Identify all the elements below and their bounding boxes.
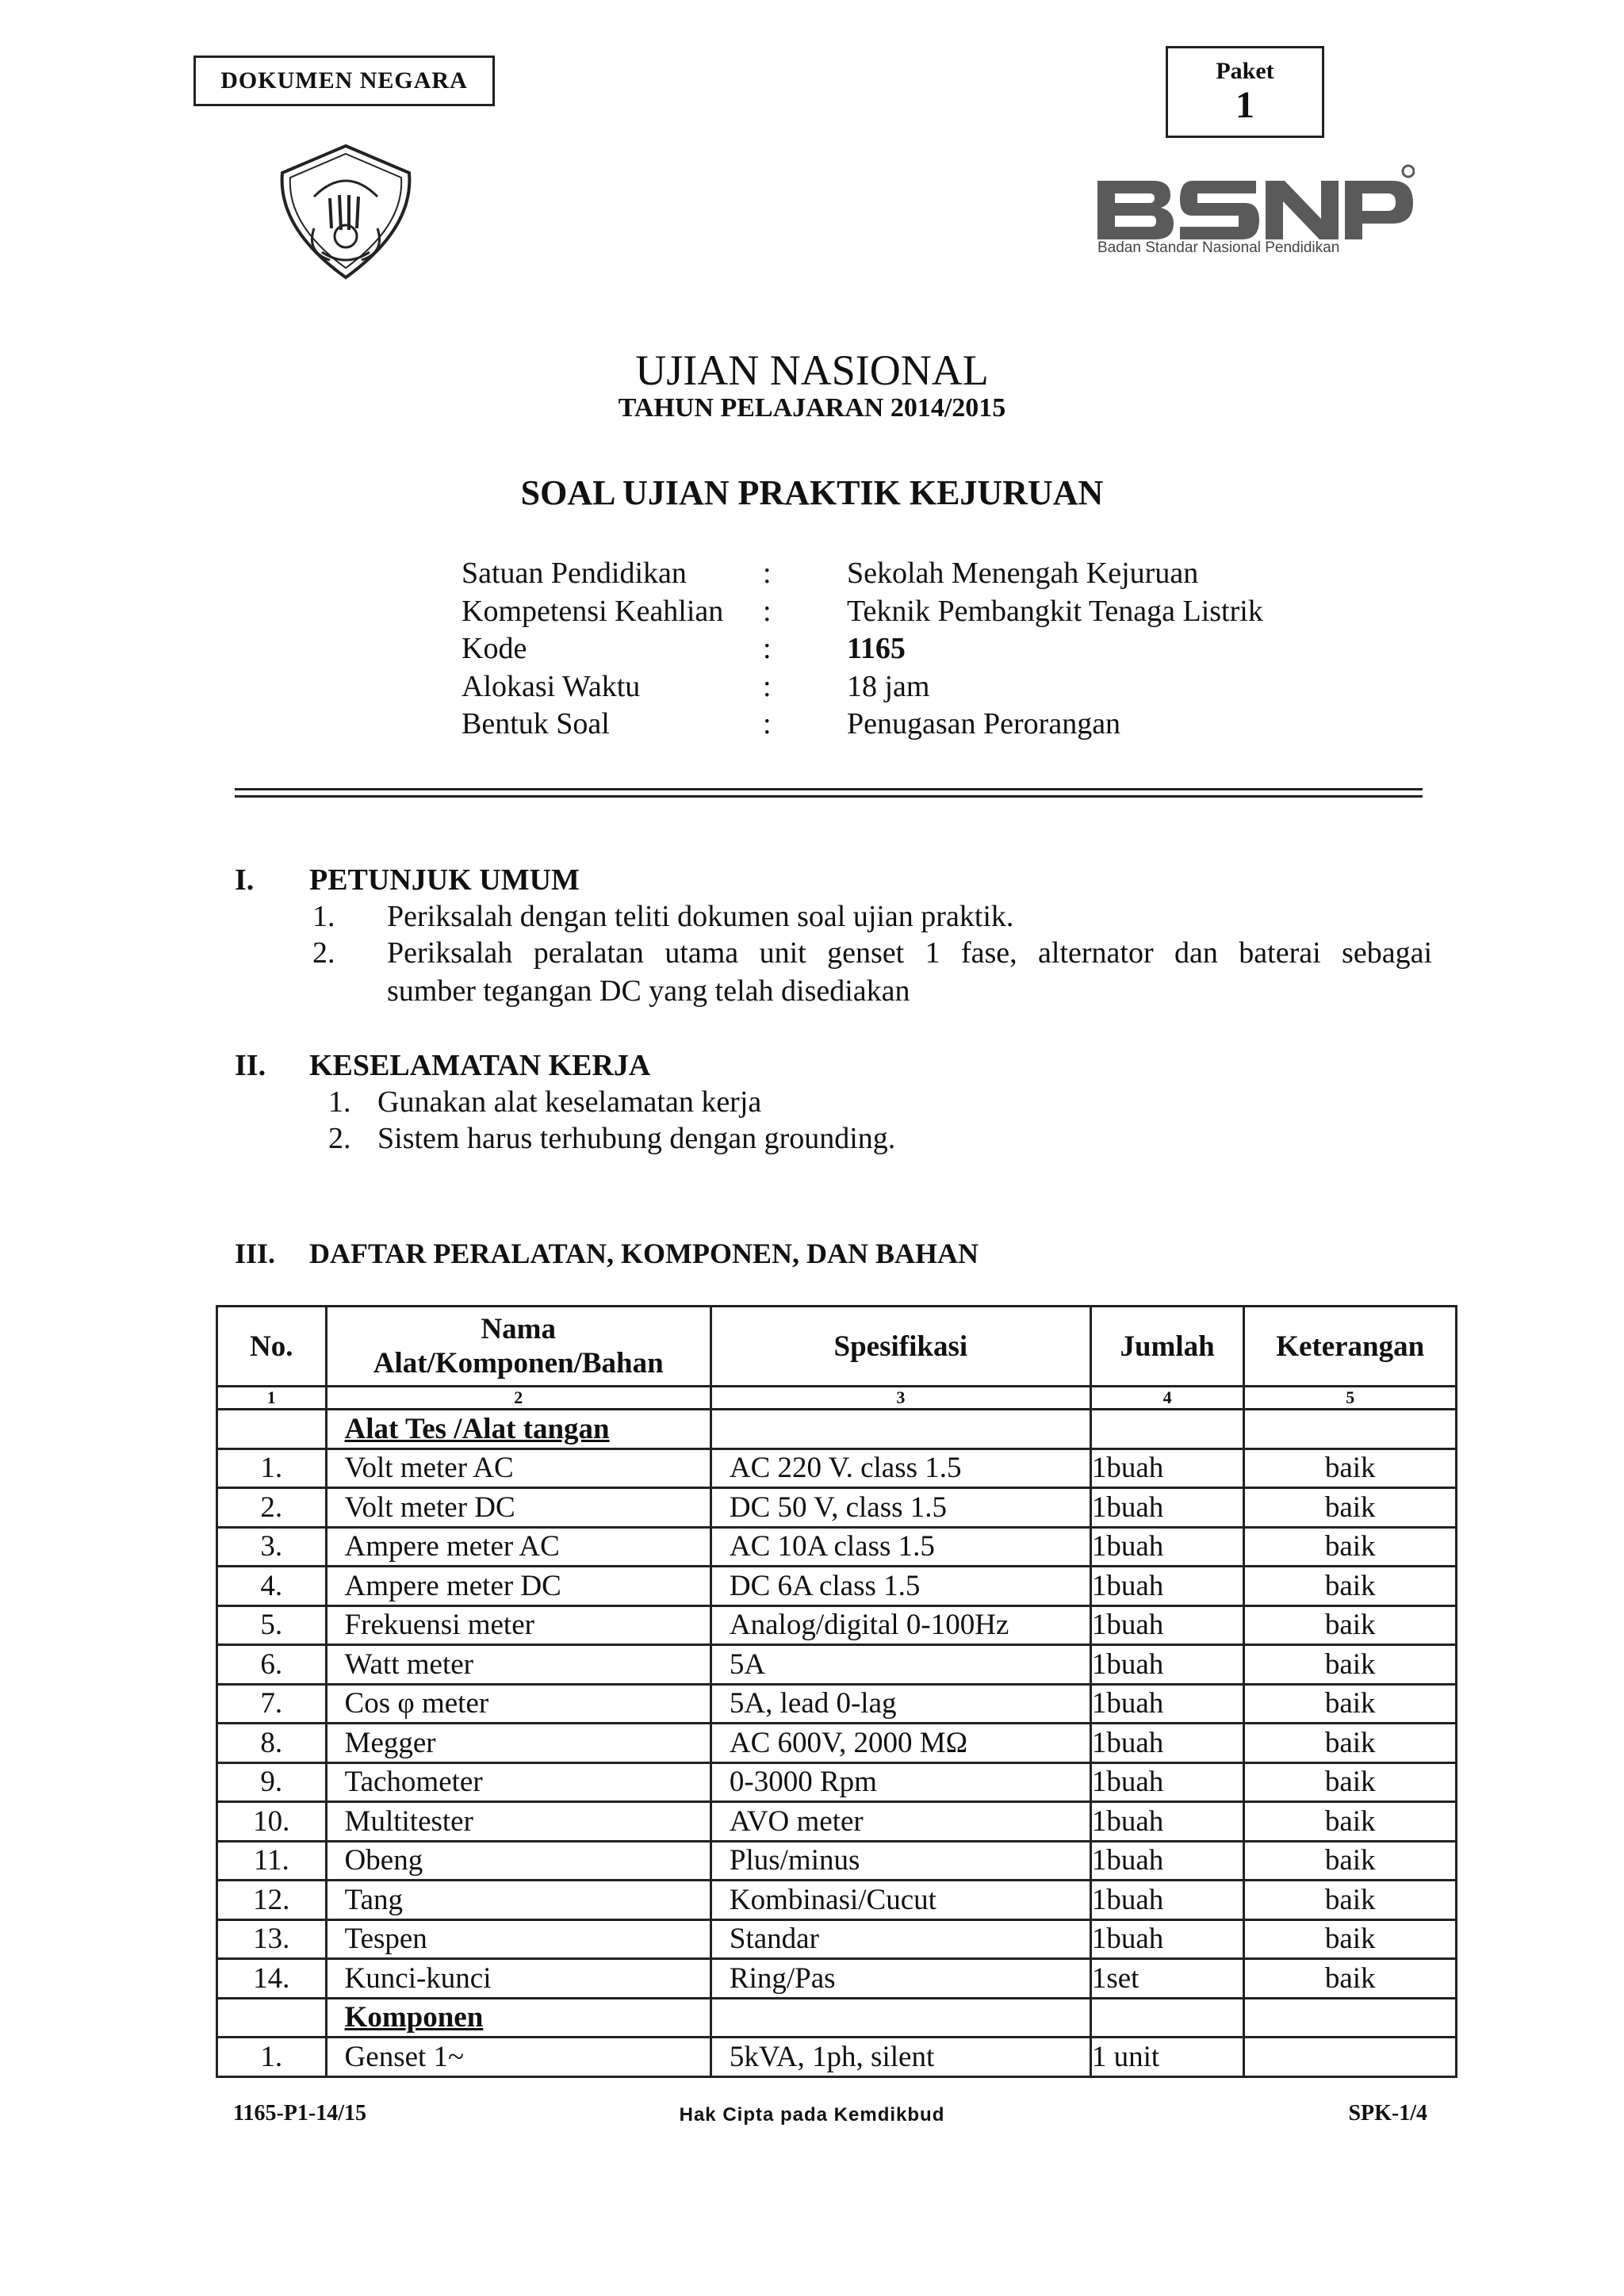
row-spec: AC 600V, 2000 MΩ xyxy=(710,1724,1090,1763)
section-1-item-text-continued: sumber tegangan DC yang telah disediakan xyxy=(387,974,910,1008)
column-index: 3 xyxy=(710,1387,1090,1410)
exam-subtitle: SOAL UJIAN PRAKTIK KEJURUAN xyxy=(520,473,1104,512)
row-name: Watt meter xyxy=(326,1645,710,1685)
tool-rows xyxy=(217,1448,1457,1998)
row-number: 12. xyxy=(217,1881,327,1920)
row-quantity: 1buah xyxy=(1090,1919,1244,1959)
section-1-item-text: Periksalah dengan teliti dokumen soal ujian praktik. xyxy=(387,900,1014,933)
section-2-item-text: Sistem harus terhubung dengan grounding. xyxy=(377,1122,896,1155)
row-quantity: 1buah xyxy=(1090,1567,1244,1606)
section-1-item-number: 1. xyxy=(312,900,335,933)
meta-value: Teknik Pembangkit Tenaga Listrik xyxy=(847,594,1263,628)
row-condition: baik xyxy=(1244,1841,1457,1881)
row-number: 1. xyxy=(217,2038,327,2077)
row-spec: Plus/minus xyxy=(710,1841,1090,1881)
row-condition: baik xyxy=(1244,1959,1457,1999)
meta-colon: : xyxy=(763,594,772,628)
row-quantity: 1buah xyxy=(1090,1527,1244,1567)
row-condition: baik xyxy=(1244,1448,1457,1488)
section-3-number: III. xyxy=(235,1238,276,1269)
tut-wuri-handayani-logo xyxy=(274,141,417,282)
header-spesifikasi: Spesifikasi xyxy=(710,1307,1090,1387)
row-quantity: 1buah xyxy=(1090,1881,1244,1920)
meta-key: Kode xyxy=(462,632,527,665)
row-quantity: 1buah xyxy=(1090,1762,1244,1802)
paket-box xyxy=(1166,46,1324,138)
row-name: Volt meter DC xyxy=(326,1488,710,1528)
row-number: 1. xyxy=(217,1448,327,1488)
row-condition: baik xyxy=(1244,1724,1457,1763)
divider-top xyxy=(235,788,1423,790)
meta-row xyxy=(462,555,1263,593)
section-1-item-number: 2. xyxy=(312,936,335,970)
section-2-title: KESELAMATAN KERJA xyxy=(309,1049,651,1082)
row-condition: baik xyxy=(1244,1645,1457,1685)
group-title-komponen: Komponen xyxy=(326,1998,710,2038)
table-row xyxy=(217,1802,1457,1842)
row-spec: 5A, lead 0-lag xyxy=(710,1684,1090,1724)
table-row xyxy=(217,1488,1457,1528)
meta-value: 18 jam xyxy=(847,669,930,703)
row-number: 3. xyxy=(217,1527,327,1567)
header-keterangan: Keterangan xyxy=(1244,1307,1457,1387)
meta-key: Bentuk Soal xyxy=(462,707,610,740)
meta-key: Satuan Pendidikan xyxy=(462,557,687,590)
row-name: Tespen xyxy=(326,1919,710,1959)
row-spec: 0-3000 Rpm xyxy=(710,1762,1090,1802)
row-spec: AC 10A class 1.5 xyxy=(710,1527,1090,1567)
row-name: Ampere meter AC xyxy=(326,1527,710,1567)
exam-meta xyxy=(462,555,1263,744)
bsnp-tagline: Badan Standar Nasional Pendidikan xyxy=(1097,239,1340,256)
row-number: 8. xyxy=(217,1724,327,1763)
meta-value: Sekolah Menengah Kejuruan xyxy=(847,557,1199,590)
row-quantity: 1buah xyxy=(1090,1645,1244,1685)
table-row xyxy=(217,1959,1457,1999)
row-name: Tachometer xyxy=(326,1762,710,1802)
row-quantity: 1set xyxy=(1090,1959,1244,1999)
row-name: Frekuensi meter xyxy=(326,1605,710,1645)
meta-row xyxy=(462,668,1263,706)
table-row xyxy=(217,2038,1457,2077)
row-condition: baik xyxy=(1244,1802,1457,1842)
meta-row xyxy=(462,593,1263,631)
footer-code: 1165-P1-14/15 xyxy=(233,2101,366,2126)
row-number: 2. xyxy=(217,1488,327,1528)
row-condition: baik xyxy=(1244,1605,1457,1645)
paket-label: Paket xyxy=(1216,58,1274,84)
row-name: Multitester xyxy=(326,1802,710,1842)
meta-colon: : xyxy=(763,669,772,703)
meta-row xyxy=(462,706,1263,744)
row-name: Cos φ meter xyxy=(326,1684,710,1724)
exam-title: UJIAN NASIONAL xyxy=(635,346,989,394)
table-row xyxy=(217,1841,1457,1881)
meta-value: Penugasan Perorangan xyxy=(847,707,1121,740)
row-condition: baik xyxy=(1244,1919,1457,1959)
meta-value-code: 1165 xyxy=(847,632,906,665)
row-number: 7. xyxy=(217,1684,327,1724)
row-number: 9. xyxy=(217,1762,327,1802)
meta-colon: : xyxy=(763,707,772,740)
row-quantity: 1buah xyxy=(1090,1684,1244,1724)
column-index: 4 xyxy=(1090,1387,1244,1410)
divider-bottom xyxy=(235,795,1423,798)
row-name: Megger xyxy=(326,1724,710,1763)
table-row xyxy=(217,1448,1457,1488)
section-2-item-number: 1. xyxy=(328,1085,351,1119)
header-nama-line1: Nama xyxy=(481,1313,556,1345)
header-no: No. xyxy=(217,1307,327,1387)
row-spec: AC 220 V. class 1.5 xyxy=(710,1448,1090,1488)
row-quantity: 1buah xyxy=(1090,1488,1244,1528)
row-name: Kunci-kunci xyxy=(326,1959,710,1999)
section-2-item-number: 2. xyxy=(328,1122,351,1155)
header-nama xyxy=(326,1307,710,1387)
row-number: 5. xyxy=(217,1605,327,1645)
row-condition: baik xyxy=(1244,1567,1457,1606)
column-index: 1 xyxy=(217,1387,327,1410)
meta-colon: : xyxy=(763,557,772,590)
meta-row xyxy=(462,630,1263,668)
paket-number: 1 xyxy=(1235,84,1254,126)
section-2-number: II. xyxy=(235,1049,266,1082)
row-spec: Analog/digital 0-100Hz xyxy=(710,1605,1090,1645)
row-number: 11. xyxy=(217,1841,327,1881)
table-row xyxy=(217,1724,1457,1763)
table-row xyxy=(217,1762,1457,1802)
row-name: Genset 1~ xyxy=(326,2038,710,2077)
row-condition: baik xyxy=(1244,1684,1457,1724)
row-spec: DC 6A class 1.5 xyxy=(710,1567,1090,1606)
footer-page: SPK-1/4 xyxy=(1348,2101,1427,2126)
document-classification-label: DOKUMEN NEGARA xyxy=(220,67,468,94)
column-index: 2 xyxy=(326,1387,710,1410)
footer-copyright: Hak Cipta pada Kemdikbud xyxy=(679,2104,945,2126)
row-quantity: 1buah xyxy=(1090,1448,1244,1488)
row-quantity: 1buah xyxy=(1090,1841,1244,1881)
row-number: 4. xyxy=(217,1567,327,1606)
row-number: 6. xyxy=(217,1645,327,1685)
header-jumlah: Jumlah xyxy=(1090,1307,1244,1387)
row-spec: Ring/Pas xyxy=(710,1959,1090,1999)
row-number: 14. xyxy=(217,1959,327,1999)
column-index: 5 xyxy=(1244,1387,1457,1410)
component-rows xyxy=(217,2038,1457,2077)
row-condition xyxy=(1244,2038,1457,2077)
row-condition: baik xyxy=(1244,1527,1457,1567)
row-name: Ampere meter DC xyxy=(326,1567,710,1606)
row-spec: Standar xyxy=(710,1919,1090,1959)
group-row xyxy=(217,1410,1457,1449)
row-quantity: 1buah xyxy=(1090,1724,1244,1763)
header-nama-line2: Alat/Komponen/Bahan xyxy=(373,1347,664,1380)
section-1-number: I. xyxy=(235,863,255,897)
table-header-row xyxy=(217,1307,1457,1387)
meta-key: Kompetensi Keahlian xyxy=(462,594,724,628)
table-row xyxy=(217,1919,1457,1959)
table-row xyxy=(217,1605,1457,1645)
table-row xyxy=(217,1567,1457,1606)
section-1-item-text: Periksalah peralatan utama unit genset 1 fase, alternator dan baterai sebagai xyxy=(387,936,1432,970)
row-spec: Kombinasi/Cucut xyxy=(710,1881,1090,1920)
row-number: 13. xyxy=(217,1919,327,1959)
table-row xyxy=(217,1645,1457,1685)
row-name: Tang xyxy=(326,1881,710,1920)
table-row xyxy=(217,1527,1457,1567)
row-quantity: 1 unit xyxy=(1090,2038,1244,2077)
group-title-alat: Alat Tes /Alat tangan xyxy=(326,1410,710,1449)
meta-key: Alokasi Waktu xyxy=(462,669,641,703)
row-spec: 5kVA, 1ph, silent xyxy=(710,2038,1090,2077)
row-condition: baik xyxy=(1244,1762,1457,1802)
document-classification-box xyxy=(193,55,495,106)
column-index-row xyxy=(217,1387,1457,1410)
table-row xyxy=(217,1881,1457,1920)
section-3-title: DAFTAR PERALATAN, KOMPONEN, DAN BAHAN xyxy=(309,1238,979,1269)
row-spec: AVO meter xyxy=(710,1802,1090,1842)
section-2-item-text: Gunakan alat keselamatan kerja xyxy=(377,1085,762,1119)
row-condition: baik xyxy=(1244,1881,1457,1920)
academic-year: TAHUN PELAJARAN 2014/2015 xyxy=(618,393,1006,423)
row-name: Obeng xyxy=(326,1841,710,1881)
section-1-title: PETUNJUK UMUM xyxy=(309,863,580,897)
row-name: Volt meter AC xyxy=(326,1448,710,1488)
row-spec: 5A xyxy=(710,1645,1090,1685)
meta-colon: : xyxy=(763,632,772,665)
row-quantity: 1buah xyxy=(1090,1802,1244,1842)
row-spec: DC 50 V, class 1.5 xyxy=(710,1488,1090,1528)
table-row xyxy=(217,1684,1457,1724)
row-number: 10. xyxy=(217,1802,327,1842)
row-condition: baik xyxy=(1244,1488,1457,1528)
equipment-table xyxy=(216,1305,1457,2078)
row-quantity: 1buah xyxy=(1090,1605,1244,1645)
group-row xyxy=(217,1998,1457,2038)
